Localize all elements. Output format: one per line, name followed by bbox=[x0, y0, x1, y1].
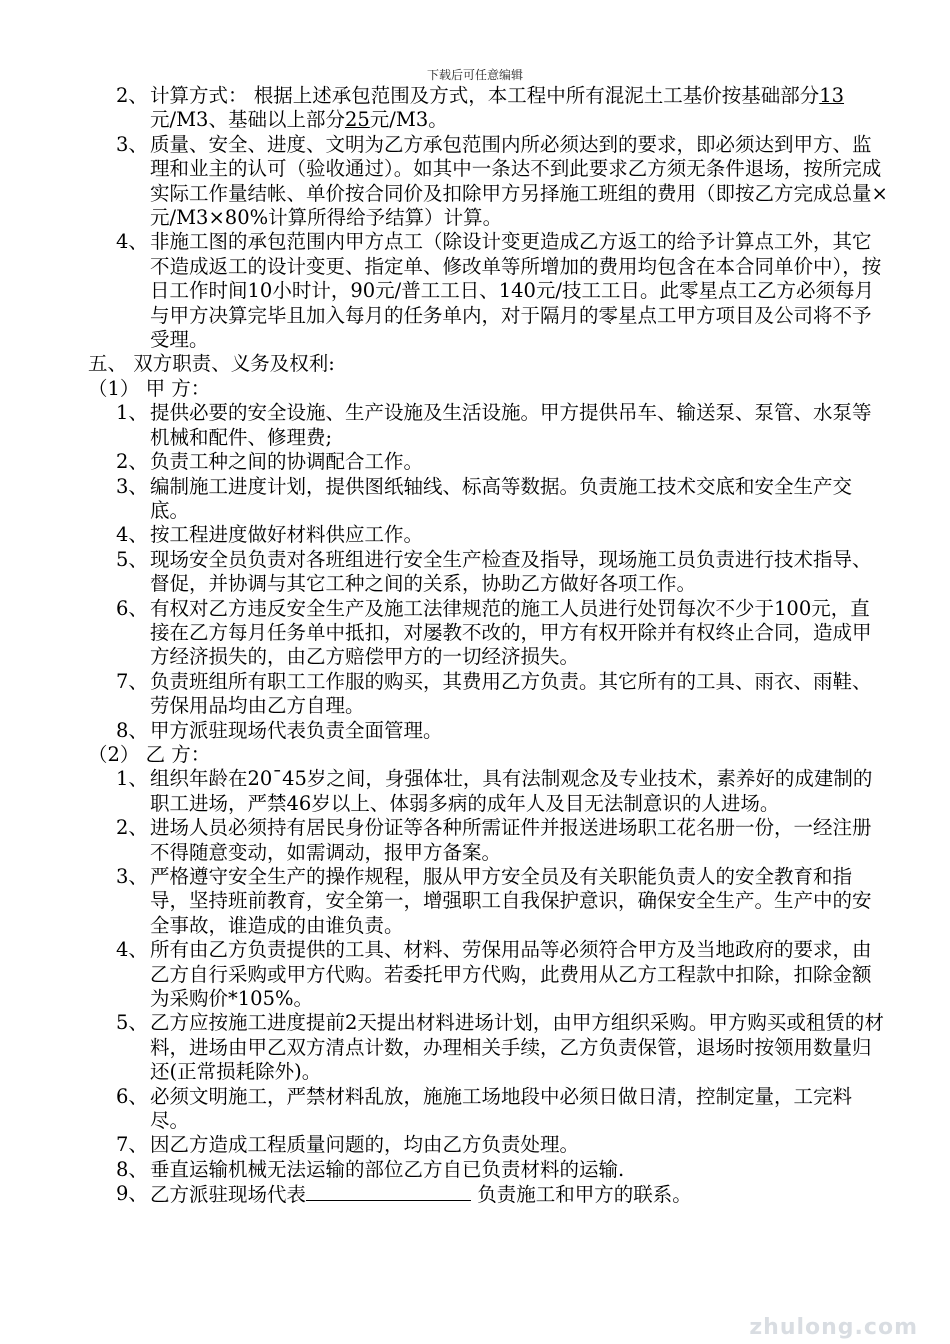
clause-number: 4、 bbox=[116, 938, 148, 962]
clause-text: 现场安全员负责对各班组进行安全生产检查及指导，现场施工员负责进行技术指导、督促，并协调与其它工种之间的关系，协助乙方做好各项工作。 bbox=[150, 547, 872, 596]
clause-number: 9、 bbox=[116, 1182, 148, 1206]
clause-text: 乙方应按施工进度提前2天提出材料进场计划，由甲方组织采购。甲方购买或租赁的材料，进场由甲乙双方清点计数，办理相关手续，乙方负责保管，退场时按领用数量归还(正常损耗除外)。 bbox=[150, 1011, 884, 1084]
clause-pricing-2 bbox=[88, 84, 888, 133]
party-b-item bbox=[88, 938, 888, 1011]
party-b-item bbox=[88, 1085, 888, 1134]
party-a-item bbox=[88, 670, 888, 719]
clause-text: 元/M3。 bbox=[369, 108, 448, 132]
clause-text: 乙方派驻现场代表 bbox=[150, 1183, 307, 1207]
clause-text: 因乙方造成工程质量问题的，均由乙方负责处理。 bbox=[150, 1133, 580, 1157]
party-b-item bbox=[88, 1133, 888, 1157]
clause-text: 计算方式： 根据上述承包范围及方式，本工程中所有混泥土工基价按基础部分 bbox=[150, 84, 820, 107]
clause-number: 8、 bbox=[116, 718, 148, 742]
clause-number: 5、 bbox=[116, 547, 148, 571]
clause-number: 2、 bbox=[116, 84, 148, 107]
clause-text: 进场人员必须持有居民身份证等各种所需证件并报送进场职工花名册一份，一经注册不得随意变动，如需调动，报甲方备案。 bbox=[150, 816, 872, 864]
watermark-logo: zhulong.com bbox=[749, 1315, 918, 1340]
clause-text: 有权对乙方违反安全生产及施工法律规范的施工人员进行处罚每次不少于100元，直接在乙方每月任务单中抵扣，对屡教不改的，甲方有权开除并有权终止合同，造成甲方经济损失的，由乙方赔偿甲方的一切经济损失。 bbox=[150, 596, 872, 669]
section-5-title: 五、 双方职责、义务及权利: bbox=[88, 352, 335, 376]
clause-text: 编制施工进度计划，提供图纸轴线、标高等数据。负责施工技术交底和安全生产交底。 bbox=[150, 474, 853, 522]
clause-number: 6、 bbox=[116, 596, 148, 620]
party-a-item bbox=[88, 450, 888, 474]
party-a-title: （1） 甲 方： bbox=[88, 376, 211, 400]
clause-number: 4、 bbox=[116, 230, 148, 254]
party-b-item bbox=[88, 1011, 888, 1084]
party-b-item bbox=[88, 767, 888, 816]
clause-text: 负责工种之间的协调配合工作。 bbox=[150, 450, 424, 474]
header-note: 下载后可任意编辑 bbox=[426, 68, 523, 82]
party-a-item bbox=[88, 475, 888, 524]
clause-number: 1、 bbox=[116, 767, 148, 791]
clause-text: 负责施工和甲方的联系。 bbox=[477, 1183, 692, 1207]
clause-text: 组织年龄在20¯45岁之间，身强体壮，具有法制观念及专业技术，素养好的成建制的职工进场，严禁46岁以上、体弱多病的成年人及目无法制意识的人进场。 bbox=[150, 767, 873, 815]
base-price-value: 13 bbox=[819, 84, 845, 107]
clause-text: 元/M3、基础以上部分 bbox=[150, 108, 345, 132]
clause-number: 6、 bbox=[116, 1084, 148, 1108]
clause-text: 必须文明施工，严禁材料乱放，施施工场地段中必须日做日清，控制定量，工完料尽。 bbox=[150, 1084, 853, 1133]
party-b-item bbox=[88, 1158, 888, 1182]
party-b-item bbox=[88, 865, 888, 938]
party-a-item bbox=[88, 523, 888, 547]
clause-text: 所有由乙方负责提供的工具、材料、劳保用品等必须符合甲方及当地政府的要求，由乙方自行采购或甲方代购。若委托甲方代购，此费用从乙方工程款中扣除，扣除金额为采购价*105%。 bbox=[150, 938, 872, 1011]
clause-text: 非施工图的承包范围内甲方点工（除设计变更造成乙方返工的给予计算点工外，其它不造成返工的设计变更、指定单、修改单等所增加的费用均包含在本合同单价中），按日工作时间10小时计，90元/普工工日、140元/技工工日。此零星点工乙方必须每月与甲方决算完毕且加入每月的任务单内，对于隔月的零星点工甲方项目及公司将不予受理。 bbox=[150, 230, 882, 352]
clause-text: 质量、安全、进度、文明为乙方承包范围内所必须达到的要求，即必须达到甲方、监理和业主的认可（验收通过）。如其中一条达不到此要求乙方须无条件退场，按所完成实际工作量结帐、单价按合同价及扣除甲方另择施工班组的费用（即按乙方完成总量× 元/M3×80%计算所得给予结算）计算。 bbox=[150, 132, 888, 230]
clause-number: 7、 bbox=[116, 1133, 148, 1157]
clause-number: 1、 bbox=[116, 401, 148, 425]
clause-number: 3、 bbox=[116, 474, 148, 498]
party-b-title: （2） 乙 方： bbox=[88, 742, 211, 766]
clause-number: 8、 bbox=[116, 1157, 148, 1181]
representative-blank-field[interactable] bbox=[306, 1182, 471, 1201]
clause-number: 4、 bbox=[116, 523, 148, 547]
clause-number: 3、 bbox=[116, 865, 148, 888]
clause-text: 垂直运输机械无法运输的部位乙方自已负责材料的运输. bbox=[150, 1157, 625, 1181]
document-body bbox=[88, 84, 888, 1208]
clause-number: 7、 bbox=[116, 669, 148, 693]
party-a-item bbox=[88, 597, 888, 670]
party-b-item bbox=[88, 816, 888, 865]
party-b-item bbox=[88, 1182, 888, 1207]
clause-text: 甲方派驻现场代表负责全面管理。 bbox=[150, 718, 443, 742]
clause-pricing-4 bbox=[88, 230, 888, 352]
clause-text: 按工程进度做好材料供应工作。 bbox=[150, 523, 424, 547]
party-a-item bbox=[88, 548, 888, 597]
clause-text: 严格遵守安全生产的操作规程，服从甲方安全员及有关职能负责人的安全教育和指导，坚持班前教育，安全第一，增强职工自我保护意识，确保安全生产。生产中的安全事故，谁造成的由谁负责。 bbox=[150, 865, 872, 937]
party-a-item bbox=[88, 401, 888, 450]
clause-number: 2、 bbox=[116, 450, 148, 474]
clause-number: 3、 bbox=[116, 132, 148, 156]
clause-pricing-3 bbox=[88, 133, 888, 231]
clause-number: 2、 bbox=[116, 816, 148, 840]
clause-text: 负责班组所有职工工作服的购买，其费用乙方负责。其它所有的工具、雨衣、雨鞋、劳保用品均由乙方自理。 bbox=[150, 669, 872, 718]
above-base-price-value: 25 bbox=[344, 108, 370, 132]
clause-number: 5、 bbox=[116, 1011, 148, 1035]
clause-text: 提供必要的安全设施、生产设施及生活设施。甲方提供吊车、输送泵、泵管、水泵等机械和配件、修理费; bbox=[150, 401, 872, 449]
party-a-item bbox=[88, 719, 888, 743]
